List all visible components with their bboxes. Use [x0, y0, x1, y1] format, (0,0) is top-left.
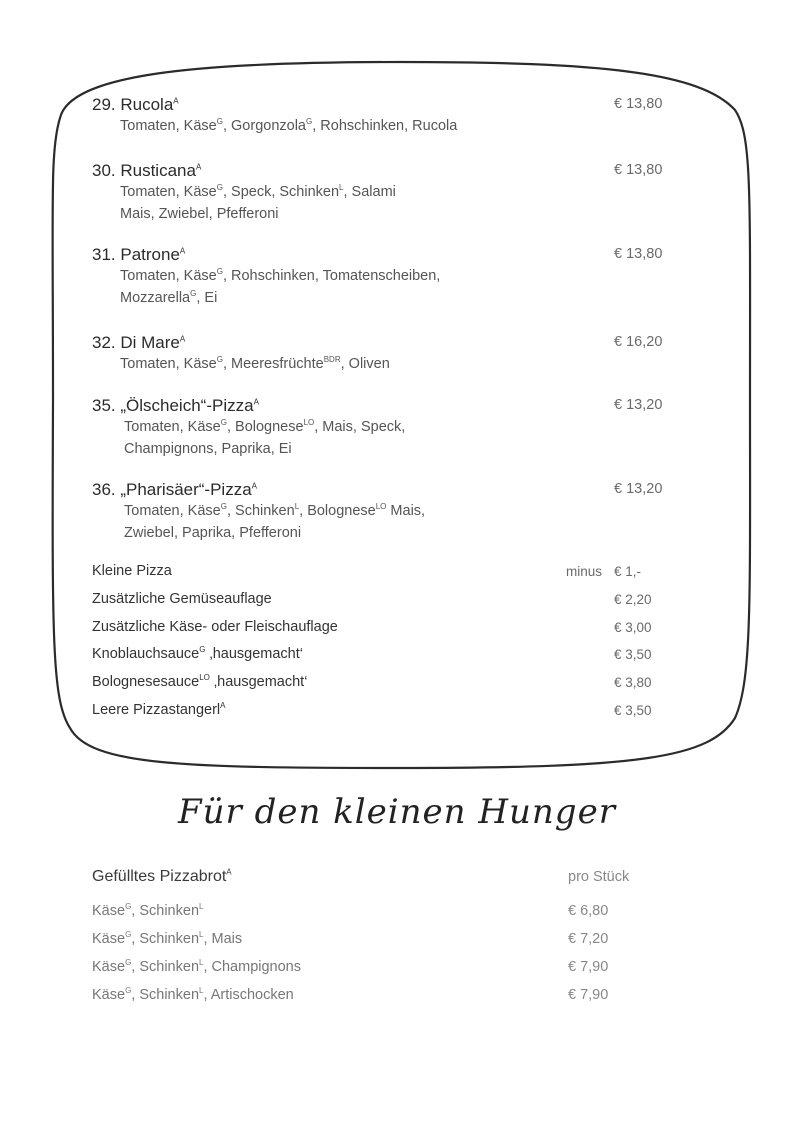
allergen-code: G — [199, 645, 206, 655]
text-segment: , Schinken — [131, 931, 200, 947]
pizzabrot-item — [92, 931, 242, 947]
allergen-code: G — [125, 986, 132, 996]
text-segment: , Mais, Speck, — [314, 419, 406, 435]
extra-price: € 3,50 — [614, 647, 652, 663]
extra-price: € 1,- — [614, 564, 642, 579]
text-segment: Kleine Pizza — [92, 563, 172, 579]
pizzabrot-price: € 7,90 — [568, 959, 609, 975]
pizza-name-text: 30. Rusticana — [92, 161, 196, 180]
text-segment: Tomaten, Käse — [120, 356, 217, 372]
pizza-name — [92, 161, 201, 181]
allergen-code: A — [179, 246, 186, 256]
pizza-ingredients — [124, 500, 425, 522]
text-segment: , Bolognese — [299, 503, 376, 519]
pizza-name — [92, 245, 185, 265]
text-segment: , Schinken — [131, 959, 200, 975]
extra-price: € 2,20 — [614, 591, 652, 607]
pizzabrot-price: € 6,80 — [568, 903, 609, 919]
allergen-code: G — [125, 902, 132, 912]
extra-item — [92, 591, 272, 607]
pizzabrot-price: € 7,90 — [568, 987, 609, 1003]
text-segment: Käse — [92, 931, 126, 947]
text-segment: , Schinken — [131, 987, 200, 1003]
text-segment: ‚hausgemacht‘ — [205, 646, 303, 663]
text-segment: , Mais — [203, 931, 243, 947]
text-segment: , Oliven — [340, 356, 390, 372]
text-segment: Knoblauchsauce — [92, 646, 200, 663]
extra-price: € 3,50 — [614, 703, 652, 718]
allergen-code: LO — [199, 673, 210, 683]
text-segment: , Salami — [343, 184, 396, 200]
text-segment: ‚hausgemacht‘ — [209, 674, 308, 691]
allergen-code: LO — [303, 418, 315, 428]
allergen-code: A — [253, 397, 259, 407]
pizza-ingredients — [120, 203, 279, 225]
text-segment: , Meeresfrüchte — [222, 356, 324, 372]
text-segment: Tomaten, Käse — [124, 419, 221, 435]
allergen-code: A — [179, 334, 186, 344]
pizzabrot-price: € 7,20 — [568, 931, 609, 947]
pizzabrot-title: Gefülltes Pizzabrot$^A$ — [92, 867, 232, 885]
allergen-code: L — [199, 902, 204, 912]
text-segment: Zusätzliche Käse- oder Fleischauflage — [92, 618, 338, 635]
text-segment: Mais, Zwiebel, Pfefferoni — [120, 206, 279, 222]
allergen-code: L — [199, 986, 204, 996]
pizza-name — [92, 480, 257, 500]
pizza-price: € 13,80 — [614, 246, 663, 262]
extra-item — [92, 702, 226, 718]
extra-item — [92, 646, 303, 662]
allergen-code: A — [220, 701, 226, 711]
allergen-code: A — [251, 481, 258, 491]
allergen-code: G — [125, 958, 132, 968]
pizza-price: € 13,20 — [614, 481, 663, 497]
pizza-ingredients — [124, 438, 292, 460]
text-segment: Tomaten, Käse — [120, 184, 217, 200]
pizza-price: € 13,80 — [614, 162, 663, 178]
allergen-code: A — [195, 162, 202, 172]
pizza-ingredients — [120, 287, 217, 309]
pizza-name-text: 35. „Ölscheich“-Pizza — [92, 396, 254, 415]
text-segment: , Champignons — [203, 959, 301, 975]
pizza-name — [92, 333, 185, 353]
pizzabrot-item — [92, 903, 203, 919]
allergen-code: L — [294, 502, 300, 512]
allergen-code: BDR — [323, 355, 341, 365]
allergen-code: G — [216, 267, 223, 277]
extra-item — [92, 619, 338, 635]
extra-item — [92, 563, 172, 579]
pizzabrot-unit: pro Stück — [568, 869, 630, 885]
text-segment: , Ei — [196, 290, 218, 306]
pizza-ingredients — [124, 416, 405, 438]
pizza-name-text: 29. Rucola — [92, 95, 174, 114]
extra-price: € 3,80 — [614, 675, 652, 691]
section-title: Für den kleinen Hunger — [178, 792, 616, 832]
allergen-code: G — [216, 355, 223, 365]
allergen-code: L — [199, 930, 204, 940]
allergen-code: A — [173, 96, 179, 106]
allergen-code: LO — [375, 502, 387, 512]
pizza-name — [92, 95, 179, 115]
price-prefix: minus — [566, 564, 603, 579]
text-segment: Mozzarella — [120, 290, 191, 306]
allergen-code: L — [199, 958, 204, 968]
allergen-code: G — [125, 930, 132, 940]
text-segment: , Artischocken — [203, 987, 294, 1003]
text-segment: Zusätzliche Gemüseauflage — [92, 590, 272, 607]
pizza-ingredients — [120, 181, 396, 203]
pizza-ingredients — [120, 353, 390, 375]
pizza-ingredients — [120, 265, 440, 287]
pizza-ingredients — [124, 522, 301, 544]
text-segment: Champignons, Paprika, Ei — [124, 441, 292, 457]
extra-item — [92, 674, 307, 690]
pizza-name-text: 31. Patrone — [92, 245, 180, 264]
text-segment: , Gorgonzola — [222, 118, 306, 134]
text-segment: Käse — [92, 903, 126, 919]
allergen-code: G — [306, 117, 313, 127]
text-segment: , Schinken — [131, 903, 200, 919]
text-segment: Tomaten, Käse — [120, 268, 217, 284]
pizza-price: € 13,80 — [614, 96, 663, 112]
text-segment: Tomaten, Käse — [120, 118, 217, 134]
text-segment: Käse — [92, 959, 126, 975]
text-segment: Leere Pizzastangerl — [92, 702, 221, 718]
text-segment: Tomaten, Käse — [124, 503, 221, 519]
allergen-code: G — [216, 117, 223, 127]
allergen-code: L — [339, 183, 344, 193]
text-segment: Mais, — [386, 503, 426, 519]
text-segment: Bolognesesauce — [92, 674, 200, 691]
pizza-name — [92, 396, 259, 416]
extra-price: € 3,00 — [614, 619, 652, 635]
text-segment: , Bolognese — [226, 419, 304, 435]
text-segment: , Schinken — [226, 503, 295, 519]
text-segment: , Rohschinken, Tomatenscheiben, — [222, 268, 441, 284]
pizza-name-text: 32. Di Mare — [92, 333, 180, 352]
allergen-code: G — [220, 418, 227, 428]
pizzabrot-item — [92, 987, 294, 1003]
text-segment: Käse — [92, 987, 126, 1003]
pizza-ingredients — [120, 115, 457, 137]
text-segment: , Speck, Schinken — [222, 184, 340, 200]
allergen-code: G — [216, 183, 223, 193]
pizza-name-text: 36. „Pharisäer“-Pizza — [92, 480, 252, 499]
pizzabrot-item — [92, 959, 301, 975]
text-segment: , Rohschinken, Rucola — [312, 118, 458, 134]
allergen-code: G — [220, 502, 227, 512]
pizza-price: € 13,20 — [614, 397, 663, 413]
pizza-price: € 16,20 — [614, 334, 663, 350]
text-segment: Zwiebel, Paprika, Pfefferoni — [124, 525, 302, 541]
allergen-code: G — [190, 289, 197, 299]
